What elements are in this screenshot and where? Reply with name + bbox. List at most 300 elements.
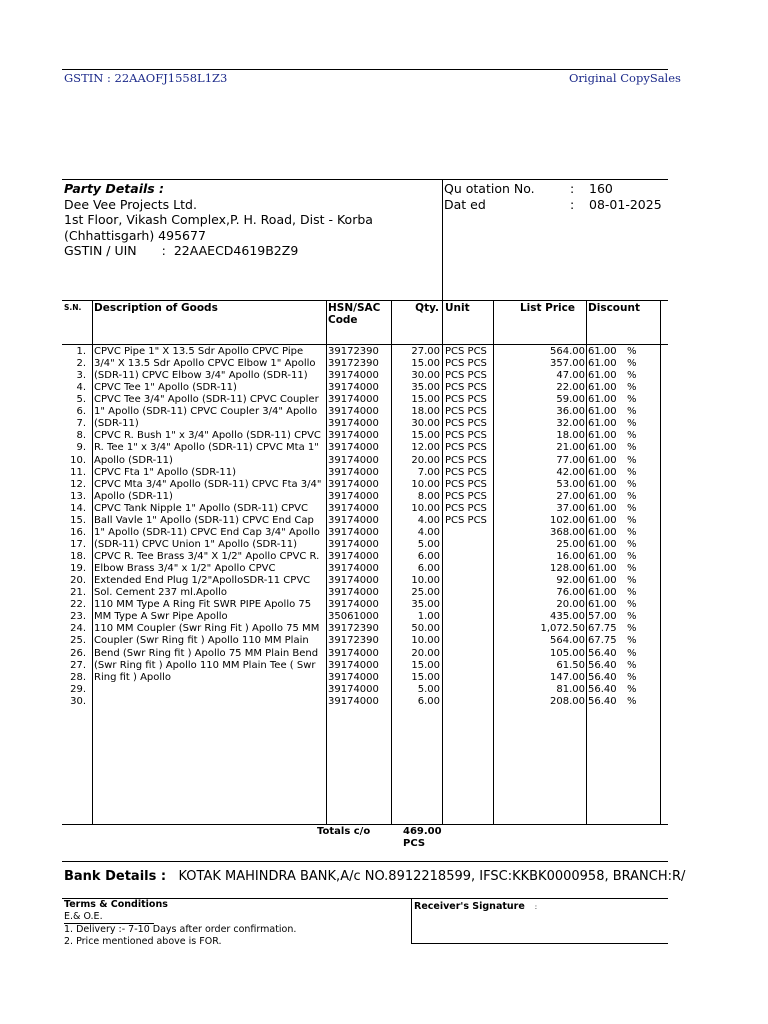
table-row: [0, 551, 768, 563]
row-discount: 56.40: [588, 647, 617, 659]
terms-eoe: E.& O.E.: [64, 911, 154, 924]
row-qty: 15.00: [411, 659, 440, 671]
row-discount: 61.00: [588, 575, 617, 587]
row-discount-percent: %: [627, 575, 637, 587]
terms-conditions: [64, 899, 296, 948]
row-discount: 56.40: [588, 671, 617, 683]
row-discount: 61.00: [588, 358, 617, 370]
row-sn: 16.: [70, 526, 86, 538]
row-unit: [445, 648, 493, 660]
row-discount-percent: %: [627, 647, 637, 659]
table-row: [0, 382, 768, 394]
row-hsn: 39174000: [328, 466, 379, 478]
row-discount: 61.00: [588, 418, 617, 430]
row-hsn: 39174000: [328, 490, 379, 502]
row-description: Coupler (Swr Ring fit ) Apollo 110 MM Plain: [94, 635, 309, 647]
table-row: [0, 672, 768, 684]
row-unit: [445, 660, 493, 672]
copy-label: Original CopySales: [569, 71, 681, 85]
row-unit: [445, 672, 493, 684]
row-discount-percent: %: [627, 551, 637, 563]
row-hsn: 39174000: [328, 394, 379, 406]
row-qty: 10.00: [411, 635, 440, 647]
row-list-price: 61.50: [556, 659, 585, 671]
row-list-price: 128.00: [550, 563, 585, 575]
row-list-price: 59.00: [556, 394, 585, 406]
row-unit: PCS PCS: [445, 478, 487, 490]
header-unit: Unit: [445, 302, 470, 314]
table-top-rule: [62, 300, 668, 301]
row-sn: 18.: [70, 551, 86, 563]
row-discount-percent: %: [627, 382, 637, 394]
row-list-price: 20.00: [556, 599, 585, 611]
party-divider: [442, 179, 443, 300]
party-details: [64, 181, 373, 259]
row-qty: 27.00: [411, 346, 440, 357]
row-discount-percent: %: [627, 526, 637, 538]
row-list-price: 27.00: [556, 490, 585, 502]
row-list-price: 53.00: [556, 478, 585, 490]
table-bottom-rule: [62, 824, 668, 825]
row-discount: 61.00: [588, 442, 617, 454]
row-unit: PCS PCS: [445, 502, 487, 514]
row-sn: 3.: [76, 370, 86, 382]
row-hsn: 39174000: [328, 502, 379, 514]
row-list-price: 357.00: [550, 358, 585, 370]
party-gstin-value: 22AAECD4619B2Z9: [173, 243, 299, 258]
row-description: 110 MM Type A Ring Fit SWR PIPE Apollo 75: [94, 599, 312, 611]
row-hsn: 39174000: [328, 599, 379, 611]
receiver-signature: [414, 901, 537, 912]
row-unit: PCS PCS: [445, 490, 487, 502]
row-list-price: 22.00: [556, 382, 585, 394]
row-description: (SDR-11): [94, 418, 139, 430]
row-qty: 35.00: [411, 382, 440, 394]
row-discount: 61.00: [588, 478, 617, 490]
header-list-price: List Price: [519, 302, 575, 314]
row-hsn: 39174000: [328, 454, 379, 466]
row-hsn: 39174000: [328, 671, 379, 683]
row-hsn: 39174000: [328, 683, 379, 695]
table-row: [0, 587, 768, 599]
table-row: [0, 648, 768, 660]
header-discount: Discount: [588, 302, 640, 314]
row-hsn: 39174000: [328, 695, 379, 707]
row-qty: 5.00: [417, 538, 440, 550]
table-header-rule: [62, 344, 668, 345]
row-list-price: 1,072.50: [540, 623, 585, 635]
seller-gstin: GSTIN : 22AAOFJ1558L1Z3: [64, 71, 228, 85]
row-unit: [445, 539, 493, 551]
row-description: Ball Vavle 1" Apollo (SDR-11) CPVC End Cap: [94, 514, 314, 526]
row-discount: 61.00: [588, 430, 617, 442]
row-discount-percent: %: [627, 623, 637, 635]
row-discount: 61.00: [588, 587, 617, 599]
row-unit: PCS PCS: [445, 418, 487, 430]
row-sn: 2.: [76, 358, 86, 370]
receiver-signature-label: Receiver's Signature: [414, 901, 525, 912]
table-row: [0, 515, 768, 527]
row-discount-percent: %: [627, 514, 637, 526]
table-row: [0, 491, 768, 503]
row-sn: 17.: [70, 538, 86, 550]
table-row: [0, 406, 768, 418]
row-discount-percent: %: [627, 478, 637, 490]
totals-unit: PCS: [403, 838, 426, 849]
header-sn: S.N.: [64, 303, 82, 312]
row-list-price: 368.00: [550, 526, 585, 538]
row-description: 1" Apollo (SDR-11) CPVC End Cap 3/4" Apollo: [94, 526, 320, 538]
row-hsn: 39174000: [328, 478, 379, 490]
row-discount-percent: %: [627, 370, 637, 382]
row-discount-percent: %: [627, 683, 637, 695]
row-list-price: 92.00: [556, 575, 585, 587]
table-row: [0, 635, 768, 647]
party-top-rule: [62, 179, 668, 180]
row-unit: PCS PCS: [445, 466, 487, 478]
row-qty: 15.00: [411, 358, 440, 370]
row-discount-percent: %: [627, 442, 637, 454]
row-list-price: 32.00: [556, 418, 585, 430]
row-hsn: 39174000: [328, 575, 379, 587]
row-discount-percent: %: [627, 358, 637, 370]
row-sn: 28.: [70, 671, 86, 683]
party-title: Party Details :: [64, 181, 165, 196]
row-discount: 61.00: [588, 394, 617, 406]
row-unit: PCS PCS: [445, 430, 487, 442]
row-list-price: 36.00: [556, 406, 585, 418]
row-hsn: 39174000: [328, 526, 379, 538]
row-hsn: 39174000: [328, 514, 379, 526]
row-discount-percent: %: [627, 502, 637, 514]
row-unit: [445, 551, 493, 563]
row-discount-percent: %: [627, 430, 637, 442]
row-sn: 4.: [76, 382, 86, 394]
table-row: [0, 696, 768, 708]
row-sn: 15.: [70, 514, 86, 526]
row-description: CPVC Mta 3/4" Apollo (SDR-11) CPVC Fta 3/4": [94, 478, 322, 490]
row-qty: 50.00: [411, 623, 440, 635]
row-list-price: 42.00: [556, 466, 585, 478]
row-qty: 15.00: [411, 671, 440, 683]
bank-title: Bank Details :: [64, 869, 167, 884]
row-hsn: 39172390: [328, 623, 379, 635]
row-discount: 57.00: [588, 611, 617, 623]
table-row: [0, 394, 768, 406]
row-discount: 67.75: [588, 623, 617, 635]
row-qty: 10.00: [411, 575, 440, 587]
row-discount-percent: %: [627, 635, 637, 647]
row-list-price: 147.00: [550, 671, 585, 683]
quotation-date-value: 08-01-2025: [589, 196, 662, 212]
row-sn: 9.: [76, 442, 86, 454]
party-address-line1: 1st Floor, Vikash Complex,P. H. Road, Dist - Korba: [64, 212, 373, 227]
table-row: [0, 467, 768, 479]
row-unit: [445, 563, 493, 575]
row-discount-percent: %: [627, 418, 637, 430]
row-discount-percent: %: [627, 538, 637, 550]
row-sn: 20.: [70, 575, 86, 587]
table-row: [0, 611, 768, 623]
row-description: CPVC Tank Nipple 1" Apollo (SDR-11) CPVC: [94, 502, 309, 514]
row-hsn: 39174000: [328, 370, 379, 382]
row-qty: 35.00: [411, 599, 440, 611]
row-sn: 14.: [70, 502, 86, 514]
table-row: [0, 358, 768, 370]
row-sn: 1.: [76, 346, 86, 357]
bank-text: KOTAK MAHINDRA BANK,A/c NO.8912218599, IFSC:KKBK0000958, BRANCH:R/: [178, 869, 686, 884]
row-hsn: 39174000: [328, 430, 379, 442]
table-row: [0, 563, 768, 575]
receiver-bottom-rule: [411, 943, 668, 944]
row-hsn: 39174000: [328, 647, 379, 659]
row-list-price: 77.00: [556, 454, 585, 466]
row-sn: 6.: [76, 406, 86, 418]
row-description: Ring fit ) Apollo: [94, 671, 172, 683]
row-qty: 7.00: [417, 466, 440, 478]
row-hsn: 39174000: [328, 563, 379, 575]
row-description: CPVC Tee 3/4" Apollo (SDR-11) CPVC Coupler: [94, 394, 319, 406]
row-list-price: 37.00: [556, 502, 585, 514]
row-discount-percent: %: [627, 466, 637, 478]
party-address-line2: (Chhattisgarh) 495677: [64, 227, 206, 243]
row-unit: PCS PCS: [445, 346, 487, 357]
row-discount: 61.00: [588, 526, 617, 538]
totals-label: Totals c/o: [317, 826, 371, 837]
row-description: CPVC Pipe 1" X 13.5 Sdr Apollo CPVC Pipe: [94, 346, 304, 357]
header-qty: Qty.: [415, 302, 439, 314]
table-row: [0, 527, 768, 539]
row-list-price: 435.00: [550, 611, 585, 623]
row-unit: [445, 696, 493, 708]
table-row: [0, 418, 768, 430]
row-unit: PCS PCS: [445, 382, 487, 394]
table-row: [0, 575, 768, 587]
row-sn: 26.: [70, 647, 86, 659]
row-qty: 10.00: [411, 478, 440, 490]
row-discount: 56.40: [588, 683, 617, 695]
table-row: [0, 370, 768, 382]
top-rule: [62, 69, 668, 70]
row-qty: 30.00: [411, 418, 440, 430]
row-discount-percent: %: [627, 695, 637, 707]
row-description: (SDR-11) CPVC Union 1" Apollo (SDR-11): [94, 538, 298, 550]
row-discount: 61.00: [588, 538, 617, 550]
row-qty: 15.00: [411, 394, 440, 406]
row-unit: [445, 623, 493, 635]
row-sn: 25.: [70, 635, 86, 647]
row-description: Extended End Plug 1/2"ApolloSDR-11 CPVC: [94, 575, 311, 587]
row-qty: 12.00: [411, 442, 440, 454]
row-list-price: 564.00: [550, 346, 585, 357]
row-qty: 25.00: [411, 587, 440, 599]
row-list-price: 16.00: [556, 551, 585, 563]
row-list-price: 105.00: [550, 647, 585, 659]
row-sn: 13.: [70, 490, 86, 502]
row-discount-percent: %: [627, 490, 637, 502]
table-row: [0, 660, 768, 672]
row-sn: 10.: [70, 454, 86, 466]
bank-details: [64, 869, 685, 884]
quotation-date-label: Dat ed: [444, 196, 486, 212]
row-list-price: 81.00: [556, 683, 585, 695]
row-description: Apollo (SDR-11): [94, 490, 173, 502]
row-unit: PCS PCS: [445, 406, 487, 418]
row-list-price: 102.00: [550, 514, 585, 526]
row-hsn: 39172390: [328, 346, 379, 357]
header-hsn: HSN/SAC Code: [328, 302, 381, 326]
row-list-price: 25.00: [556, 538, 585, 550]
row-discount-percent: %: [627, 563, 637, 575]
row-sn: 5.: [76, 394, 86, 406]
table-row: [0, 455, 768, 467]
row-list-price: 47.00: [556, 370, 585, 382]
row-sn: 22.: [70, 599, 86, 611]
row-discount-percent: %: [627, 454, 637, 466]
row-sn: 27.: [70, 659, 86, 671]
row-discount-percent: %: [627, 406, 637, 418]
row-description: (Swr Ring fit ) Apollo 110 MM Plain Tee ( Swr: [94, 659, 316, 671]
row-discount-percent: %: [627, 346, 637, 357]
row-qty: 4.00: [417, 514, 440, 526]
row-discount: 61.00: [588, 551, 617, 563]
row-discount: 61.00: [588, 346, 617, 357]
row-hsn: 39174000: [328, 418, 379, 430]
terms-line-2: 2. Price mentioned above is FOR.: [64, 936, 222, 947]
terms-title: Terms & Conditions: [64, 899, 168, 910]
row-discount: 56.40: [588, 659, 617, 671]
row-unit: [445, 684, 493, 696]
row-description: 3/4" X 13.5 Sdr Apollo CPVC Elbow 1" Apollo: [94, 358, 316, 370]
row-description: CPVC Tee 1" Apollo (SDR-11): [94, 382, 237, 394]
row-sn: 12.: [70, 478, 86, 490]
row-unit: [445, 527, 493, 539]
row-description: Apollo (SDR-11): [94, 454, 173, 466]
table-row: [0, 442, 768, 454]
row-sn: 8.: [76, 430, 86, 442]
header-description: Description of Goods: [94, 302, 218, 314]
row-unit: [445, 635, 493, 647]
table-row: [0, 479, 768, 491]
receiver-left-rule: [411, 898, 412, 944]
row-sn: 23.: [70, 611, 86, 623]
row-qty: 5.00: [417, 683, 440, 695]
row-sn: 21.: [70, 587, 86, 599]
row-sn: 11.: [70, 466, 86, 478]
table-row: [0, 430, 768, 442]
quotation-no-label: Qu otation No.: [444, 181, 535, 196]
row-hsn: 39174000: [328, 538, 379, 550]
row-sn: 30.: [70, 695, 86, 707]
row-discount: 61.00: [588, 514, 617, 526]
row-qty: 4.00: [417, 526, 440, 538]
row-description: Sol. Cement 237 ml.Apollo: [94, 587, 228, 599]
row-discount-percent: %: [627, 611, 637, 623]
row-qty: 15.00: [411, 430, 440, 442]
row-discount: 61.00: [588, 563, 617, 575]
row-qty: 6.00: [417, 695, 440, 707]
row-hsn: 39174000: [328, 406, 379, 418]
row-unit: [445, 575, 493, 587]
row-description: 110 MM Coupler (Swr Ring Fit ) Apollo 75 MM: [94, 623, 320, 635]
row-description: CPVC Fta 1" Apollo (SDR-11): [94, 466, 237, 478]
row-unit: PCS PCS: [445, 442, 487, 454]
quotation-no-value: 160: [589, 181, 613, 196]
row-description: Elbow Brass 3/4" x 1/2" Apollo CPVC: [94, 563, 276, 575]
row-hsn: 39174000: [328, 382, 379, 394]
row-hsn: 39172390: [328, 635, 379, 647]
row-description: CPVC R. Tee Brass 3/4" X 1/2" Apollo CPVC R.: [94, 551, 320, 563]
table-row: [0, 623, 768, 635]
row-unit: PCS PCS: [445, 514, 487, 526]
table-row: [0, 684, 768, 696]
row-discount: 67.75: [588, 635, 617, 647]
row-qty: 20.00: [411, 647, 440, 659]
row-unit: PCS PCS: [445, 454, 487, 466]
row-discount-percent: %: [627, 587, 637, 599]
row-discount: 61.00: [588, 466, 617, 478]
party-name: Dee Vee Projects Ltd.: [64, 196, 197, 212]
row-hsn: 39172390: [328, 358, 379, 370]
party-gstin: GSTIN / UIN : 22AAECD4619B2Z9: [64, 243, 299, 258]
row-discount: 61.00: [588, 490, 617, 502]
row-hsn: 39174000: [328, 551, 379, 563]
row-discount: 61.00: [588, 502, 617, 514]
row-hsn: 39174000: [328, 442, 379, 454]
row-qty: 10.00: [411, 502, 440, 514]
row-description: 1" Apollo (SDR-11) CPVC Coupler 3/4" Apollo: [94, 406, 318, 418]
row-description: [94, 696, 326, 708]
row-description: R. Tee 1" x 3/4" Apollo (SDR-11) CPVC Mta 1": [94, 442, 319, 454]
row-list-price: 208.00: [550, 695, 585, 707]
row-qty: 8.00: [417, 490, 440, 502]
party-gstin-label: GSTIN / UIN: [64, 243, 137, 258]
row-list-price: 21.00: [556, 442, 585, 454]
row-qty: 30.00: [411, 370, 440, 382]
row-list-price: 18.00: [556, 430, 585, 442]
row-list-price: 564.00: [550, 635, 585, 647]
receiver-signature-colon: :: [534, 903, 538, 911]
row-list-price: 76.00: [556, 587, 585, 599]
row-discount-percent: %: [627, 671, 637, 683]
row-discount: 61.00: [588, 370, 617, 382]
row-unit: [445, 599, 493, 611]
terms-line-1: 1. Delivery :- 7-10 Days after order confirmation.: [64, 924, 297, 935]
row-description: CPVC R. Bush 1" x 3/4" Apollo (SDR-11) CPVC: [94, 430, 321, 442]
row-qty: 18.00: [411, 406, 440, 418]
row-description: (SDR-11) CPVC Elbow 3/4" Apollo (SDR-11): [94, 370, 308, 382]
table-row: [0, 346, 768, 358]
totals-qty: 469.00: [403, 826, 442, 837]
row-unit: PCS PCS: [445, 370, 487, 382]
row-discount-percent: %: [627, 659, 637, 671]
row-discount: 61.00: [588, 406, 617, 418]
row-unit: [445, 611, 493, 623]
row-hsn: 35061000: [328, 611, 379, 623]
totals-bottom-rule: [62, 861, 668, 862]
row-discount: 61.00: [588, 382, 617, 394]
table-row: [0, 599, 768, 611]
row-discount: 61.00: [588, 599, 617, 611]
row-sn: 29.: [70, 683, 86, 695]
row-sn: 7.: [76, 418, 86, 430]
row-unit: PCS PCS: [445, 358, 487, 370]
table-row: [0, 539, 768, 551]
row-hsn: 39174000: [328, 659, 379, 671]
row-hsn: 39174000: [328, 587, 379, 599]
row-unit: PCS PCS: [445, 394, 487, 406]
row-discount-percent: %: [627, 599, 637, 611]
